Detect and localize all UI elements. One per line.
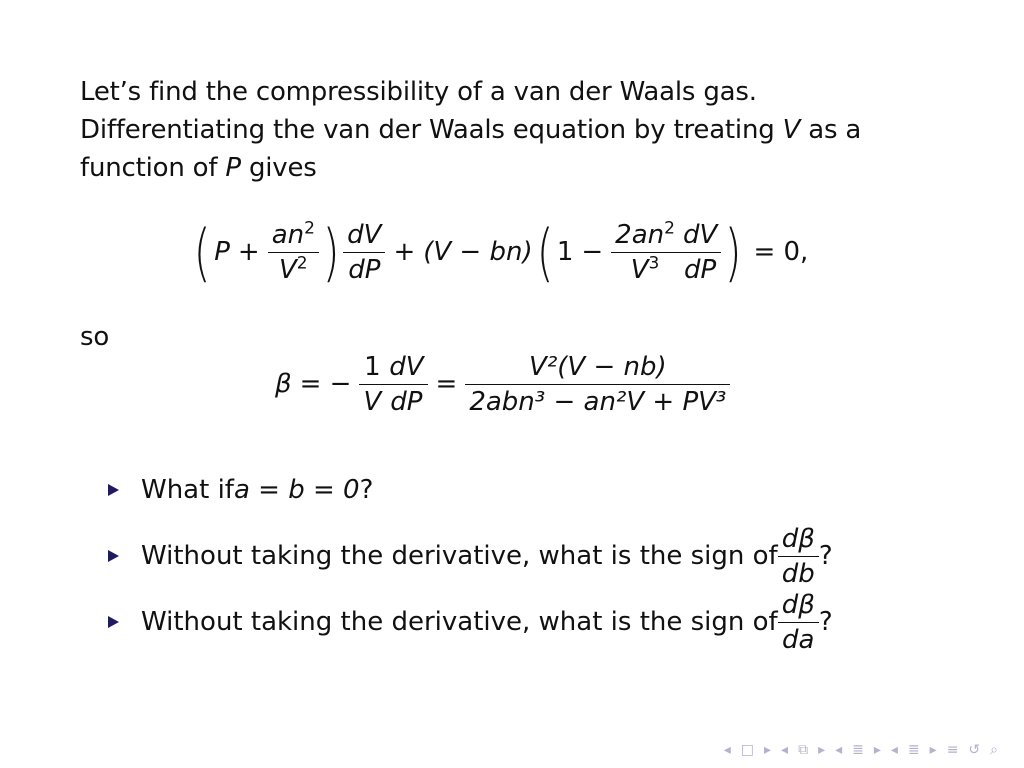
list-item: Without taking the derivative, what is the sign of $\frac{d\beta}{db}$ ? bbox=[108, 536, 988, 576]
eq2-result-fraction bbox=[465, 350, 730, 419]
question-list bbox=[108, 470, 988, 655]
eq1-dVdP: $\frac{dV}{dP}$ bbox=[343, 218, 385, 287]
bullet-1-math: a = b = 0 bbox=[233, 475, 360, 505]
eq2-beta: β bbox=[275, 369, 292, 399]
list-item: Without taking the derivative, what is the sign of $\frac{d\beta}{da}$ ? bbox=[108, 602, 988, 642]
eq1-2an2-over-V3: $\frac{2an^2}{V^3}$ bbox=[611, 218, 679, 287]
eq1-minus: − bbox=[581, 237, 604, 267]
bullet-triangle-icon bbox=[108, 616, 119, 628]
eq1-equals-zero: = 0, bbox=[753, 237, 809, 267]
nav-next-icon[interactable]: ▸ bbox=[818, 742, 826, 758]
eq2-denominator: 2abn³ − an²V + PV³ bbox=[469, 387, 727, 417]
eq2-numerator: V²(V − nb) bbox=[465, 350, 730, 385]
vdw-differential-equation: ( P + $\frac{an^2}{V^2}$ ) $\frac{dV}{dP}$ + (V − bn)( 1 − $\frac{2an^2}{V^3}$ $\frac{dV}{dP}$ ) = 0, bbox=[190, 218, 816, 287]
beamer-navigation-bar bbox=[724, 742, 998, 758]
nav-subsection-icon[interactable]: ⧉ bbox=[798, 742, 809, 758]
intro-line-2-pre: Differentiating the van der Waals equation by treating bbox=[80, 115, 783, 145]
intro-line-2-var: V bbox=[782, 115, 801, 145]
nav-prev-icon[interactable]: ◂ bbox=[723, 742, 731, 758]
nav-prev-icon[interactable]: ◂ bbox=[781, 742, 789, 758]
so-label: so bbox=[80, 322, 110, 352]
nav-search-icon[interactable]: ⌕ bbox=[990, 742, 998, 758]
intro-line-3-var: P bbox=[225, 153, 241, 183]
nav-prev-icon[interactable]: ◂ bbox=[890, 742, 898, 758]
eq2-equals: = bbox=[435, 369, 458, 399]
eq2-one-over-V: $\frac{1}{V}$ bbox=[359, 350, 385, 419]
list-item: What if a = b = 0 ? bbox=[108, 470, 988, 510]
intro-line-1: Let’s find the compressibility of a van der Waals gas. bbox=[80, 77, 757, 107]
intro-line-3-pre: function of bbox=[80, 153, 226, 183]
nav-next-icon[interactable]: ▸ bbox=[764, 742, 772, 758]
nav-frame-icon[interactable]: □ bbox=[740, 742, 754, 758]
eq2-equals-minus: = − bbox=[299, 369, 352, 399]
nav-back-icon[interactable]: ↺ bbox=[968, 742, 981, 758]
eq1-dVdP-2: $\frac{dV}{dP}$ bbox=[679, 218, 721, 287]
intro-line-2-post: as a bbox=[800, 115, 862, 145]
eq2-dVdP: $\frac{dV}{dP}$ bbox=[385, 350, 427, 419]
eq1-plus-2: + bbox=[393, 237, 416, 267]
eq1-V-minus-bn: (V − bn) bbox=[423, 237, 533, 267]
eq1-an2-over-V2: $\frac{an^2}{V^2}$ bbox=[268, 218, 319, 287]
nav-prev-icon[interactable]: ◂ bbox=[835, 742, 843, 758]
bullet-triangle-icon bbox=[108, 550, 119, 562]
eq1-plus: + bbox=[237, 237, 260, 267]
eq1-one: 1 bbox=[556, 237, 574, 267]
nav-document-icon[interactable]: ≣ bbox=[907, 742, 920, 758]
nav-next-icon[interactable]: ▸ bbox=[929, 742, 937, 758]
compressibility-equation bbox=[275, 350, 730, 419]
bullet-triangle-icon bbox=[108, 484, 119, 496]
nav-next-icon[interactable]: ▸ bbox=[873, 742, 881, 758]
nav-section-icon[interactable]: ≣ bbox=[852, 742, 864, 758]
intro-line-3-post: gives bbox=[240, 153, 317, 183]
intro-line-3 bbox=[80, 149, 960, 187]
intro-paragraph bbox=[80, 73, 960, 187]
dbeta-db-fraction: $\frac{d\beta}{db}$ bbox=[778, 522, 819, 591]
eq1-P: P bbox=[214, 237, 230, 267]
nav-toc-icon[interactable]: ≡ bbox=[946, 742, 959, 758]
intro-line-2 bbox=[80, 111, 960, 149]
dbeta-da-fraction: $\frac{d\beta}{da}$ bbox=[778, 588, 819, 657]
